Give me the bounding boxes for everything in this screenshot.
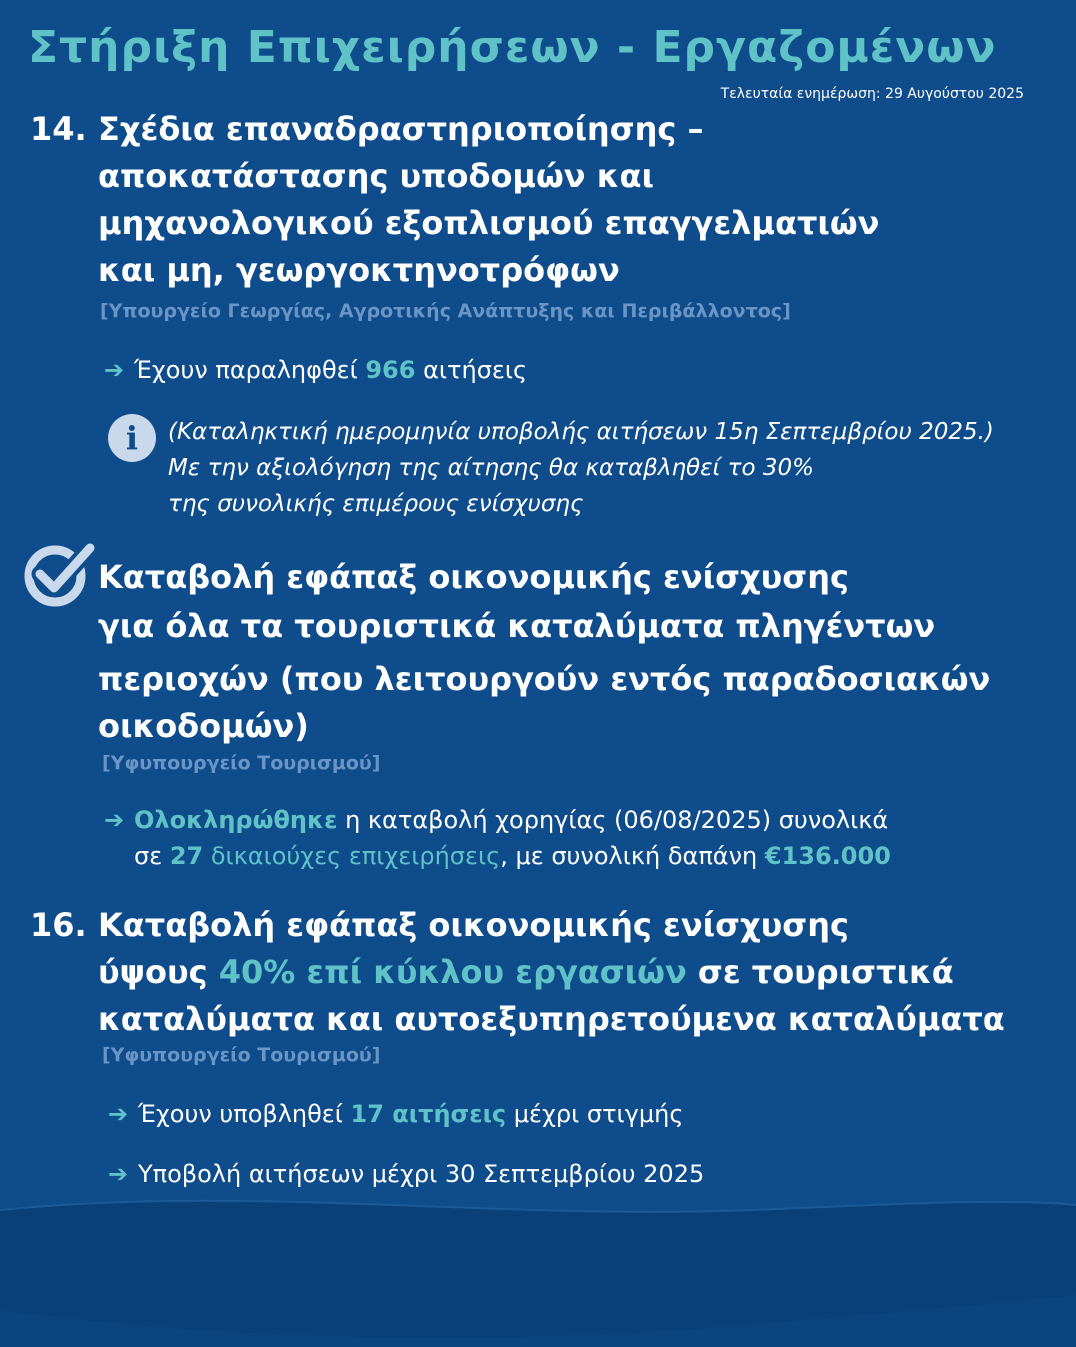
section-15-title: [98, 554, 990, 750]
section-14-ministry: [Υπουργείο Γεωργίας, Αγροτικής Ανάπτυξης και Περιβάλλοντος]: [100, 300, 791, 322]
section-15-title-line: για όλα τα τουριστικά καταλύματα πληγέντων: [98, 607, 936, 645]
note-line: της συνολικής επιμέρους ενίσχυσης: [168, 491, 584, 517]
section-16-bullet-deadline: [108, 1156, 704, 1192]
section-14-title-line: αποκατάστασης υποδομών και: [98, 157, 654, 195]
section-14-title-line: μηχανολογικού εξοπλισμού επαγγελματιών: [98, 204, 880, 242]
bullet-text: Έχουν παραληφθεί 966 αιτήσεις: [134, 356, 528, 384]
beneficiaries-count: 27: [169, 842, 204, 870]
applications-count: 966: [365, 356, 416, 384]
completed-label: Ολοκληρώθηκε: [134, 806, 338, 834]
section-14-title-line: Σχέδια επαναδραστηριοποίησης –: [98, 110, 704, 148]
bullet-text: Ολοκληρώθηκε η καταβολή χορηγίας (06/08/2025) συνολικά: [134, 806, 889, 834]
total-amount: €136.000: [764, 842, 891, 870]
check-icon: [24, 538, 98, 608]
section-16-title-line: ύψους 40% επί κύκλου εργασιών σε τουριστικά: [98, 953, 954, 991]
last-updated: Τελευταία ενημέρωση: 29 Αυγούστου 2025: [720, 86, 1024, 102]
percentage-highlight: 40% επί κύκλου εργασιών: [218, 953, 687, 991]
page-title: Στήριξη Επιχειρήσεων - Εργαζομένων: [28, 22, 997, 73]
arrow-icon: ➔: [104, 356, 125, 384]
note-line: (Καταληκτική ημερομηνία υποβολής αιτήσεων 15η Σεπτεμβρίου 2025.): [168, 419, 994, 445]
bullet-text: Έχουν υποβληθεί 17 αιτήσεις μέχρι στιγμής: [138, 1100, 684, 1128]
submitted-count: 17 αιτήσεις: [350, 1100, 507, 1128]
section-16-title: [98, 902, 1005, 1043]
section-15-title-line: οικοδομών): [98, 707, 309, 745]
note-line: Με την αξιολόγηση της αίτησης θα καταβληθεί το 30%: [168, 455, 814, 481]
arrow-icon: ➔: [108, 1100, 129, 1128]
section-16-ministry: [Υφυπουργείο Τουρισμού]: [102, 1044, 381, 1066]
section-14-note: [168, 414, 994, 522]
section-16-number: 16.: [30, 906, 87, 944]
section-16-bullet-submitted: [108, 1096, 683, 1132]
section-15-title-line: περιοχών (που λειτουργούν εντός παραδοσιακών: [98, 660, 991, 698]
arrow-icon: ➔: [104, 806, 125, 834]
section-16-title-line: καταλύματα και αυτοεξυπηρετούμενα καταλύματα: [98, 1000, 1005, 1038]
arrow-icon: ➔: [108, 1160, 129, 1188]
section-14-bullet-applications: [104, 352, 527, 388]
bullet-text: Υποβολή αιτήσεων μέχρι 30 Σεπτεμβρίου 2025: [138, 1160, 705, 1188]
bullet-text: σε 27 δικαιούχες επιχειρήσεις, με συνολική δαπάνη €136.000: [134, 842, 891, 870]
section-14-number: 14.: [30, 110, 87, 148]
section-16-title-line: Καταβολή εφάπαξ οικονομικής ενίσχυσης: [98, 906, 849, 944]
section-14-heading: [30, 106, 879, 294]
section-15-ministry: [Υφυπουργείο Τουρισμού]: [102, 752, 381, 774]
section-15-bullet-beneficiaries: [134, 838, 891, 874]
info-icon: i: [108, 414, 156, 462]
section-16-heading: [30, 902, 1005, 1043]
section-14-title: [98, 106, 879, 294]
section-15-heading: [98, 554, 990, 750]
section-15-bullet-completed: [104, 802, 888, 838]
wave-decoration: [0, 1190, 1076, 1347]
section-15-title-line: Καταβολή εφάπαξ οικονομικής ενίσχυσης: [98, 558, 849, 596]
section-14-title-line: και μη, γεωργοκτηνοτρόφων: [98, 251, 620, 289]
